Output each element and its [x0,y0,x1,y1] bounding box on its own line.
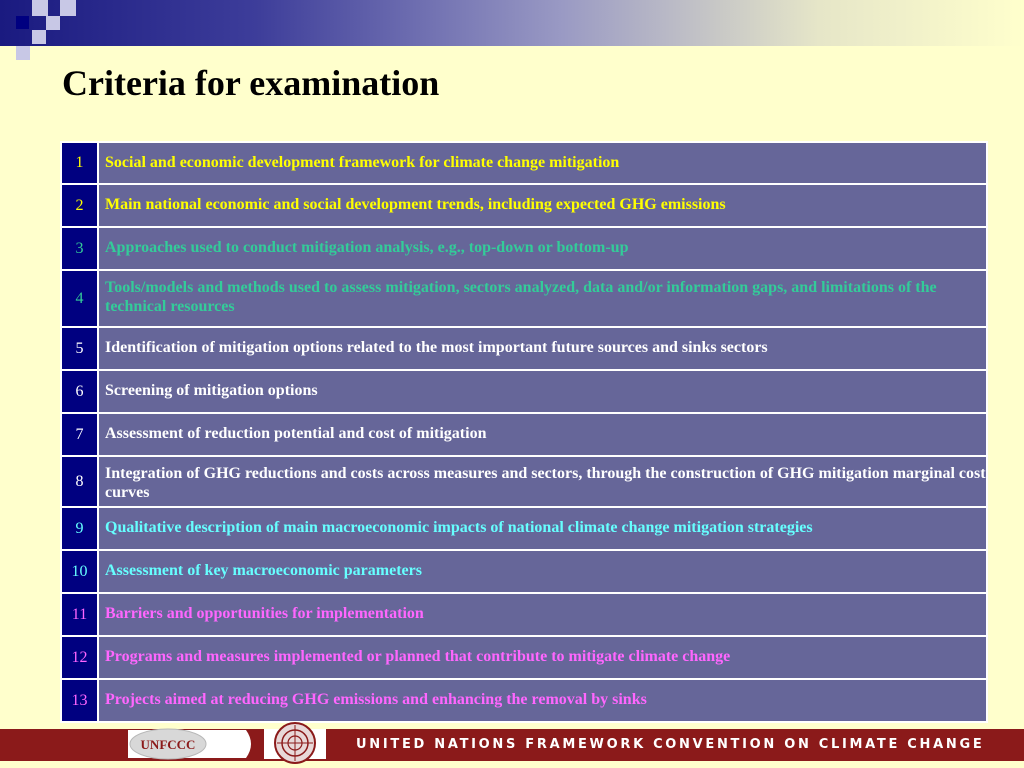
criteria-number: 4 [61,270,98,327]
criteria-row [61,593,987,636]
criteria-number: 10 [61,550,98,593]
criteria-row [61,550,987,593]
criteria-row [61,679,987,722]
decor-square-light [46,16,60,30]
criteria-text: Social and economic development framework for climate change mitigation [98,142,987,184]
criteria-table [60,141,988,723]
criteria-number: 6 [61,370,98,413]
unfccc-logo [128,720,258,766]
footer-text: UNITED NATIONS FRAMEWORK CONVENTION ON CLIMATE CHANGE [356,737,985,752]
criteria-row [61,507,987,550]
criteria-row [61,227,987,270]
criteria-number: 2 [61,184,98,227]
criteria-text: Main national economic and social development trends, including expected GHG emissions [98,184,987,227]
un-emblem-icon [264,720,326,766]
criteria-number: 13 [61,679,98,722]
criteria-text: Screening of mitigation options [98,370,987,413]
criteria-row [61,184,987,227]
slide-title: Criteria for examination [62,63,440,103]
criteria-text: Assessment of key macroeconomic parameters [98,550,987,593]
decor-square-dark [16,16,29,29]
criteria-row [61,456,987,507]
criteria-row [61,636,987,679]
criteria-text: Tools/models and methods used to assess mitigation, sectors analyzed, data and/or information gaps, and limitations of the technical resources [98,270,987,327]
criteria-row [61,413,987,456]
criteria-row [61,142,987,184]
decor-square-light [32,0,48,16]
criteria-number: 9 [61,507,98,550]
criteria-text: Identification of mitigation options related to the most important future sources and sinks sectors [98,327,987,370]
criteria-number: 5 [61,327,98,370]
decor-square-light [16,46,30,60]
criteria-text: Projects aimed at reducing GHG emissions and enhancing the removal by sinks [98,679,987,722]
decor-square-light [32,30,46,44]
criteria-number: 8 [61,456,98,507]
criteria-number: 12 [61,636,98,679]
criteria-number: 7 [61,413,98,456]
header-band [0,0,1024,46]
criteria-row [61,270,987,327]
criteria-number: 11 [61,593,98,636]
decor-square-light [60,0,76,16]
criteria-number: 1 [61,142,98,184]
criteria-row [61,327,987,370]
criteria-text: Integration of GHG reductions and costs across measures and sectors, through the construction of GHG mitigation marginal cost curves [98,456,987,507]
criteria-text: Barriers and opportunities for implementation [98,593,987,636]
criteria-text: Qualitative description of main macroeconomic impacts of national climate change mitigation strategies [98,507,987,550]
unfccc-logo-text: UNFCCC [140,737,196,752]
criteria-number: 3 [61,227,98,270]
criteria-text: Approaches used to conduct mitigation analysis, e.g., top-down or bottom-up [98,227,987,270]
criteria-text: Assessment of reduction potential and cost of mitigation [98,413,987,456]
criteria-row [61,370,987,413]
criteria-text: Programs and measures implemented or planned that contribute to mitigate climate change [98,636,987,679]
